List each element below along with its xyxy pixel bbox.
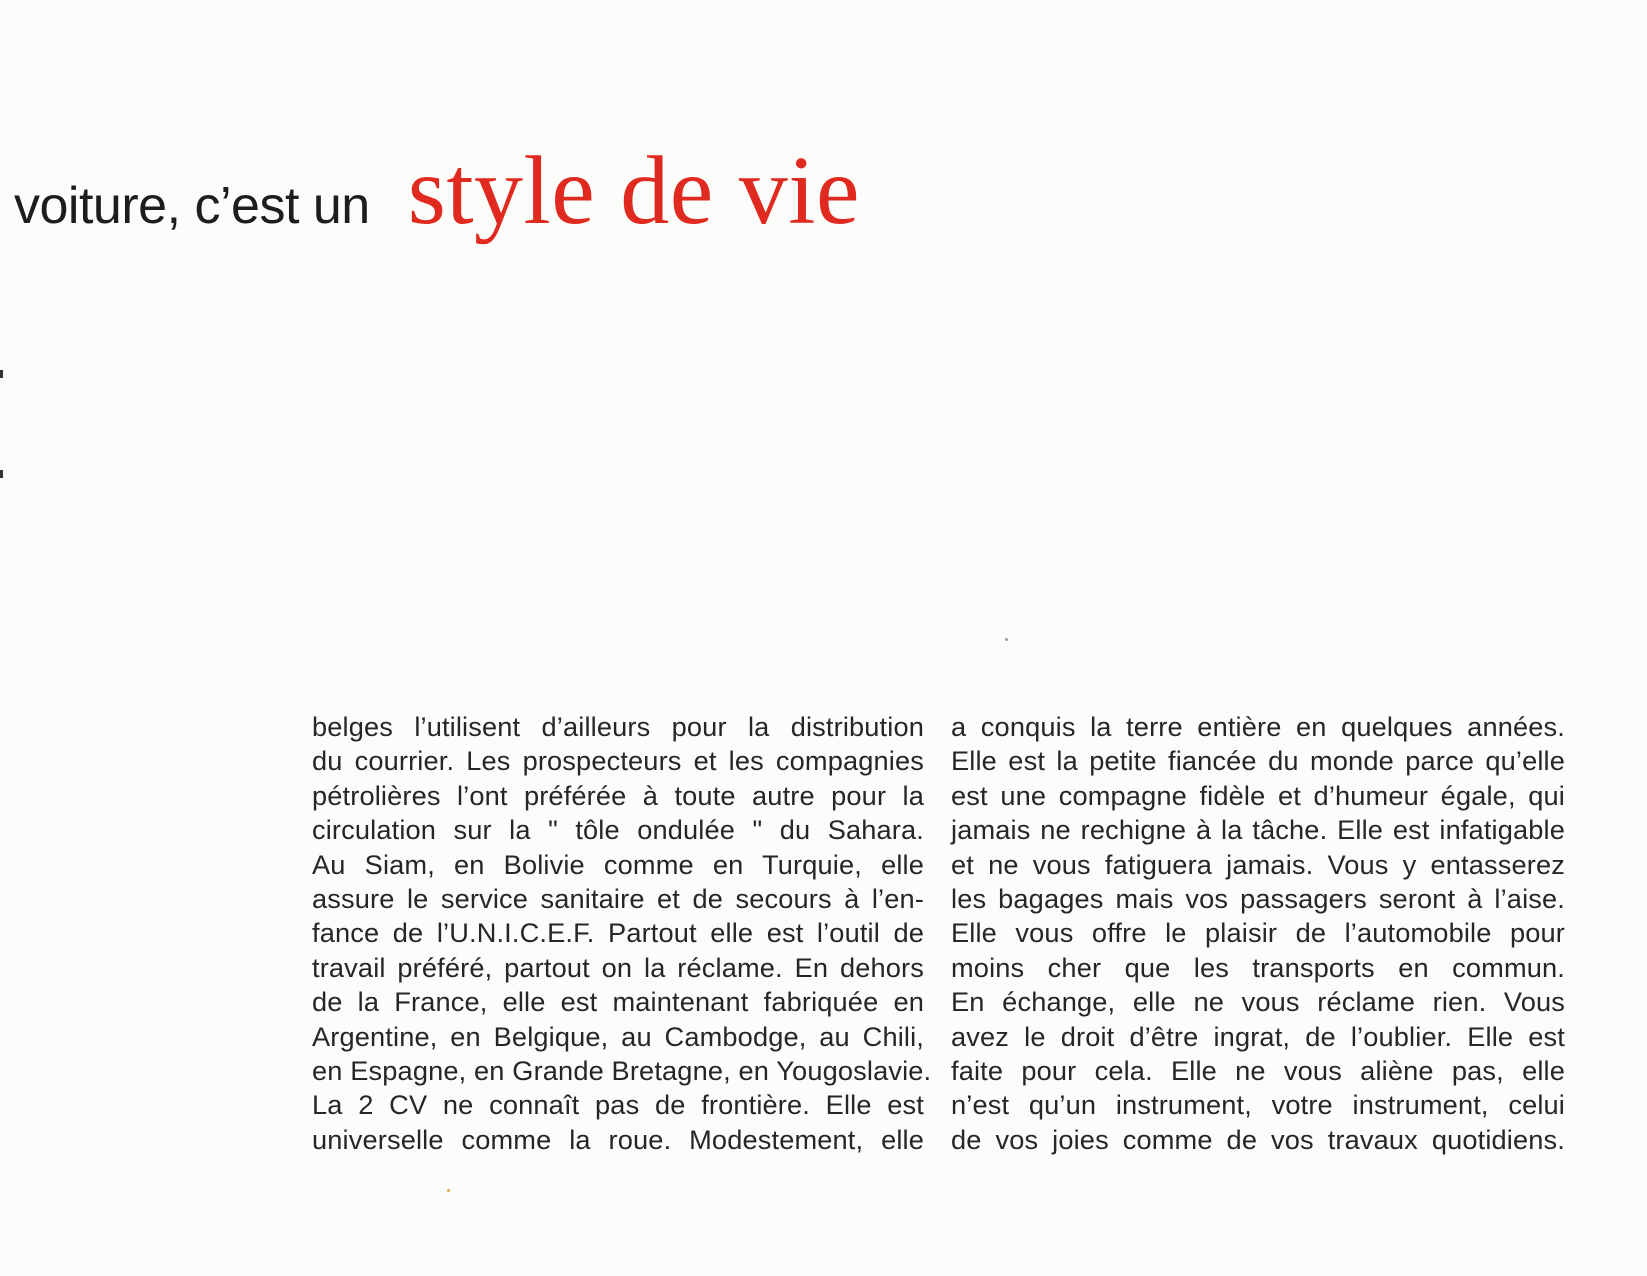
body-column-left (312, 710, 932, 1157)
text-line: moins cher que les transports en commun. (951, 951, 1565, 983)
text-line: universelle comme la roue. Modestement, elle (312, 1123, 924, 1155)
headline-lead: voiture, c’est un (14, 177, 370, 235)
text-line: travail préféré, partout on la réclame. En dehors (312, 951, 924, 983)
text-line: faite pour cela. Elle ne vous aliène pas, elle (951, 1054, 1565, 1086)
text-line: n’est qu’un instrument, votre instrument, celui (951, 1089, 1565, 1121)
headline-accent: style de vie (407, 137, 860, 245)
text-line: est une compagne fidèle et d’humeur égale, qui (951, 779, 1565, 811)
body-column-right (951, 710, 1565, 1157)
binding-mark-top (0, 370, 3, 378)
text-line: en Espagne, en Grande Bretagne, en Yougoslavie. (312, 1054, 932, 1086)
text-line: du courrier. Les prospecteurs et les compagnies (312, 745, 924, 777)
paper-speck (1005, 638, 1008, 641)
paper-speck (447, 1189, 450, 1192)
text-line: La 2 CV ne connaît pas de frontière. Elle est (312, 1089, 924, 1121)
text-line: fance de l’U.N.I.C.E.F. Partout elle est l’outil de (312, 917, 924, 949)
headline (14, 135, 860, 247)
text-line: Elle est la petite fiancée du monde parce qu’elle (951, 745, 1565, 777)
text-line: Elle vous offre le plaisir de l’automobile pour (951, 917, 1565, 949)
text-line: a conquis la terre entière en quelques années. (951, 711, 1565, 742)
text-line: Argentine, en Belgique, au Cambodge, au Chili, (312, 1020, 924, 1052)
text-line: En échange, elle ne vous réclame rien. Vous (951, 986, 1565, 1018)
text-line: pétrolières l’ont préférée à toute autre pour la (312, 779, 924, 811)
text-line: les bagages mais vos passagers seront à l’aise. (951, 882, 1565, 914)
binding-mark-bottom (0, 470, 3, 478)
text-line: et ne vous fatiguera jamais. Vous y entasserez (951, 848, 1565, 880)
text-line: belges l’utilisent d’ailleurs pour la distribution (312, 711, 924, 742)
text-line: assure le service sanitaire et de secours à l’en- (312, 882, 924, 914)
text-line: de la France, elle est maintenant fabriquée en (312, 986, 924, 1018)
text-line: de vos joies comme de vos travaux quotidiens. (951, 1123, 1565, 1155)
text-line: jamais ne rechigne à la tâche. Elle est infatigable (951, 814, 1565, 846)
text-line: avez le droit d’être ingrat, de l’oublier. Elle est (951, 1020, 1565, 1052)
text-line: Au Siam, en Bolivie comme en Turquie, elle (312, 848, 924, 880)
text-line: circulation sur la " tôle ondulée " du Sahara. (312, 814, 924, 846)
